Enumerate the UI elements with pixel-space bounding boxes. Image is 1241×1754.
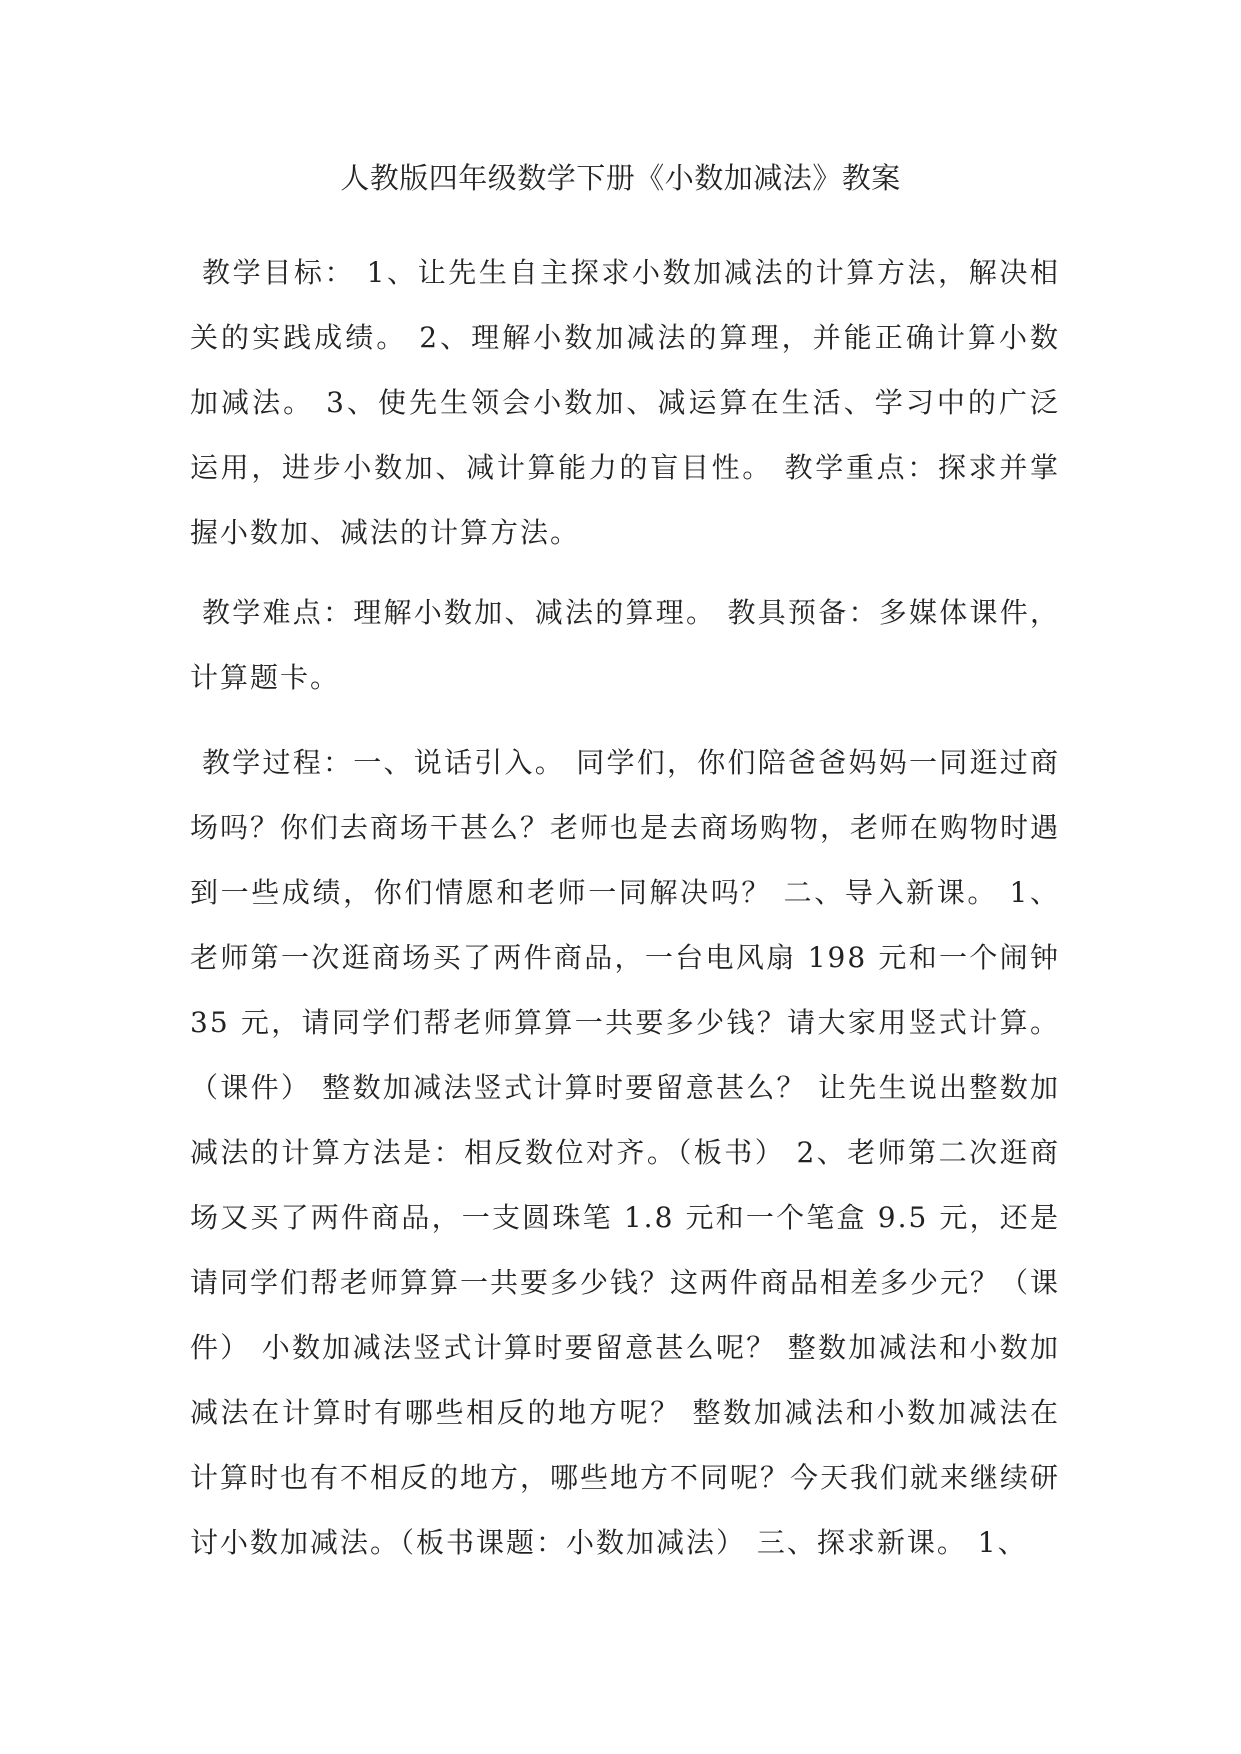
paragraph-objectives: 教学目标： 1、让先生自主探求小数加减法的计算方法，解决相关的实践成绩。 2、理解小数加减法的算理，并能正确计算小数加减法。 3、使先生领会小数加、减运算在生活、学习中的广泛运用，进步小数加、减计算能力的盲目性。 教学重点：探求并掌握小数加、减法的计算方法。 bbox=[190, 256, 1060, 549]
document-title: 人教版四年级数学下册《小数加减法》教案 bbox=[340, 161, 901, 195]
paragraph-process: 教学过程：一、说话引入。 同学们，你们陪爸爸妈妈一同逛过商场吗？你们去商场干甚么？老师也是去商场购物，老师在购物时遇到一些成绩，你们情愿和老师一同解决吗？ 二、导入新课。 1、老师第一次逛商场买了两件商品，一台电风扇 198 元和一个闹钟 35 元，请同学们帮老师算算一共要多少钱？请大家用竖式计算。（课件） 整数加减法竖式计算时要留意甚么？ 让先生说出整数加减法的计算方法是：相反数位对齐。（板书） 2、老师第二次逛商场又买了两件商品，一支圆珠笔 1.8 元和一个笔盒 9.5 元，还是请同学们帮老师算算一共要多少钱？这两件商品相差多少元？（课件） 小数加减法竖式计算时要留意甚么呢？ 整数加减法和小数加减法在计算时有哪些相反的地方呢？ 整数加减法和小数加减法在计算时也有不相反的地方，哪些地方不同呢？今天我们就来继续研讨小数加减法。（板书课题：小数加减法） 三、探求新课。 1、 bbox=[190, 746, 1061, 1559]
paragraph-difficulties: 教学难点：理解小数加、减法的算理。 教具预备：多媒体课件，计算题卡。 bbox=[190, 596, 1060, 694]
